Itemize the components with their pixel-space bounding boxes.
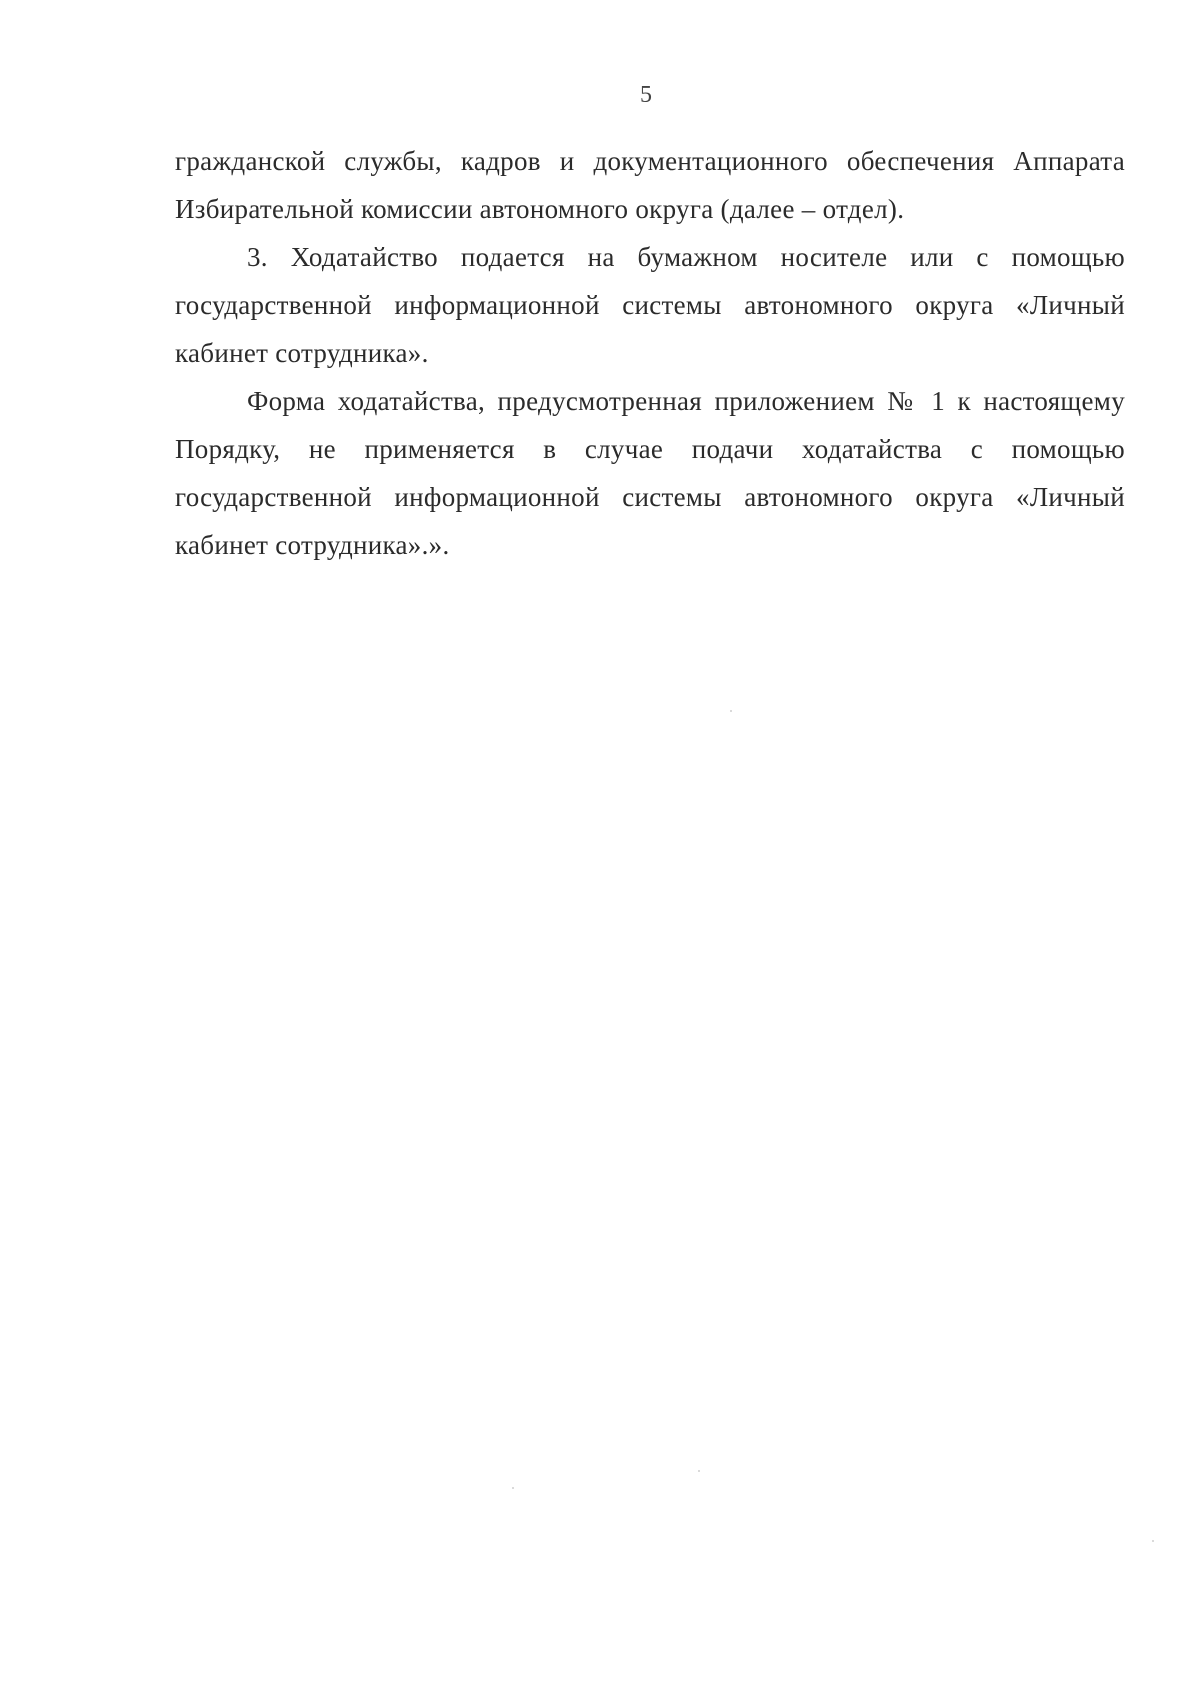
paragraph-form-note: Форма ходатайства, предусмотренная приложением № 1 к настоящему Порядку, не применяется в случае подачи ходатайства с помощью государственной информационной системы автономного округа «Личный кабинет сотрудника».». bbox=[175, 386, 1125, 560]
scan-speck bbox=[1152, 1540, 1154, 1542]
paragraph-continuation: гражданской службы, кадров и документационного обеспечения Аппарата Избирательной комиссии автономного округа (далее – отдел). bbox=[175, 146, 1125, 224]
document-body bbox=[175, 137, 1125, 569]
paragraph-item-3: 3. Ходатайство подается на бумажном носителе или с помощью государственной информационной системы автономного округа «Личный кабинет сотрудника». bbox=[175, 242, 1125, 368]
scan-speck bbox=[512, 1487, 514, 1489]
page-number: 5 bbox=[640, 82, 652, 108]
scan-speck bbox=[730, 710, 732, 712]
scan-speck bbox=[698, 1470, 700, 1472]
